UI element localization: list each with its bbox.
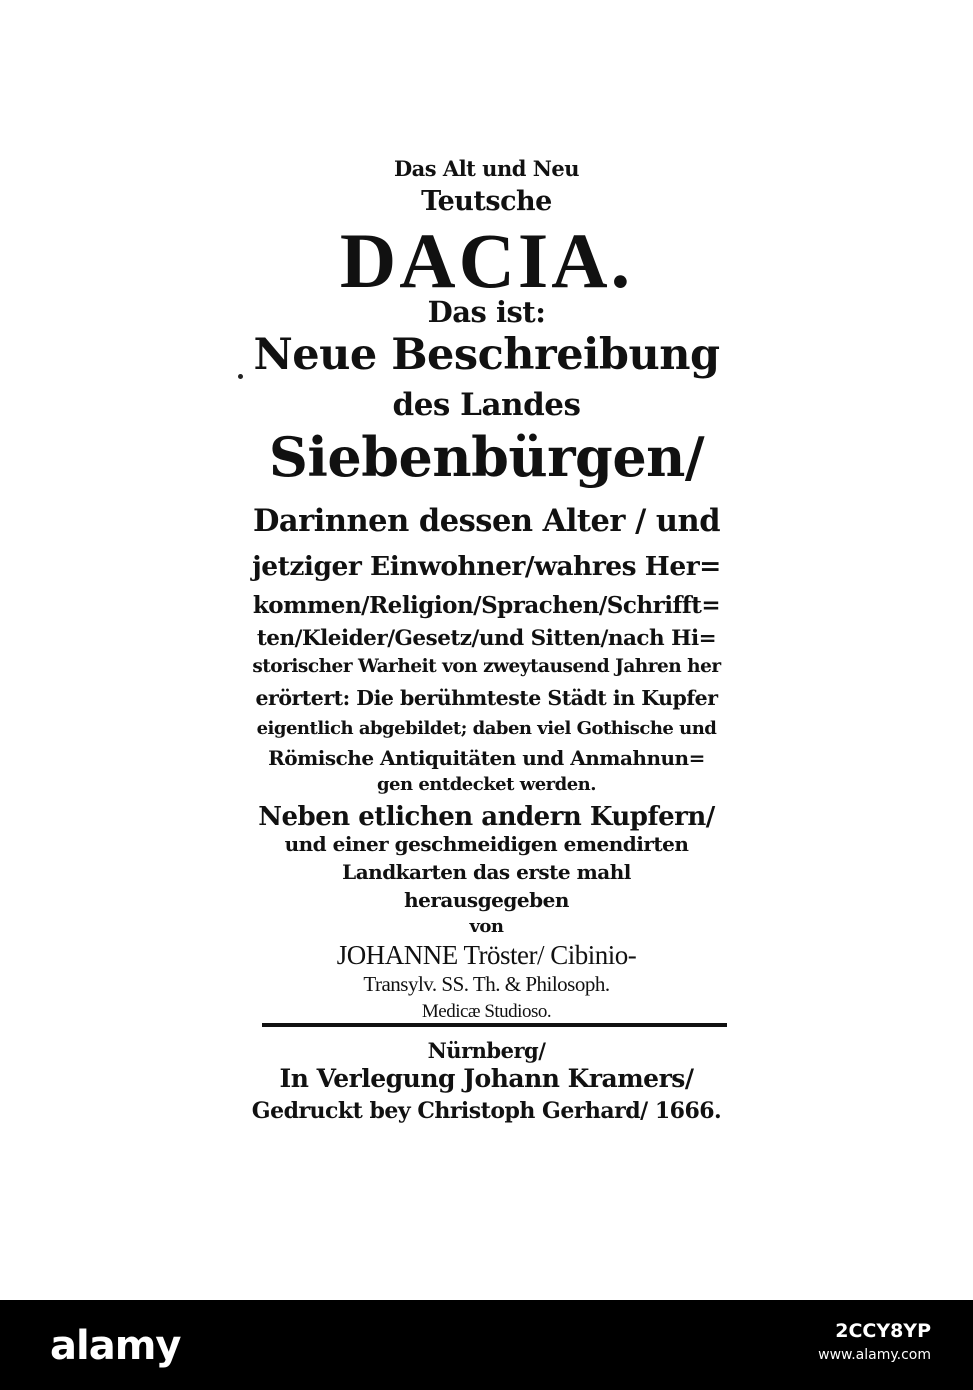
line-verlegung: In Verlegung Johann Kramers/ [279, 1064, 694, 1093]
line-von: von [469, 916, 504, 937]
line-author: JOHANNE Tröster/ Cibinio- [336, 940, 637, 970]
image-id: 2CCY8YP [835, 1320, 931, 1342]
line-jetziger: jetziger Einwohner/wahres Her= [252, 551, 721, 582]
line-gen-entdecket: gen entdecket werden. [376, 774, 597, 795]
line-transylv: Transylv. SS. Th. & Philosoph. [363, 972, 610, 996]
line-kleider: ten/Kleider/Gesetz/und Sitten/nach Hi= [256, 626, 717, 651]
line-roemische: Römische Antiquitäten und Anmahnun= [268, 746, 705, 770]
line-nuernberg: Nürnberg/ [427, 1038, 546, 1063]
line-darinnen: Darinnen dessen Alter / und [252, 503, 721, 539]
line-das-ist: Das ist: [427, 295, 546, 329]
line-eigentlich: eigentlich abgebildet; daben viel Gothische und [256, 718, 717, 739]
line-des-landes: des Landes [392, 387, 581, 423]
line-dacia: DACIA. [339, 217, 634, 304]
stock-url: www.alamy.com [818, 1347, 931, 1363]
line-neue-beschreibung: Neue Beschreibung [253, 330, 720, 380]
line-neben-etlichen: Neben etlichen andern Kupfern/ [258, 802, 715, 832]
line-siebenbuergen: Siebenbürgen/ [268, 425, 705, 489]
line-medicae: Medicæ Studioso. [421, 1001, 552, 1022]
line-landkarten: Landkarten das erste mahl [342, 860, 631, 884]
ink-speck [238, 374, 243, 379]
line-storischer: storischer Warheit von zweytausend Jahren her [252, 656, 721, 677]
line-eroertert: erörtert: Die berühmteste Städt in Kupfer [255, 686, 718, 710]
line-und-einer: und einer geschmeidigen emendirten [284, 832, 689, 856]
line-gedruckt: Gedruckt bey Christoph Gerhard/ 1666. [251, 1098, 722, 1124]
stock-meta [691, 1318, 931, 1366]
line-das-alt-und-neu: Das Alt und Neu [393, 156, 580, 181]
line-herausgegeben: herausgegeben [404, 888, 569, 912]
alamy-logo: alamy [50, 1323, 181, 1369]
line-kommen: kommen/Religion/Sprachen/Schrifft= [252, 592, 721, 619]
divider-rule [262, 1023, 727, 1027]
line-teutsche: Teutsche [421, 186, 552, 217]
